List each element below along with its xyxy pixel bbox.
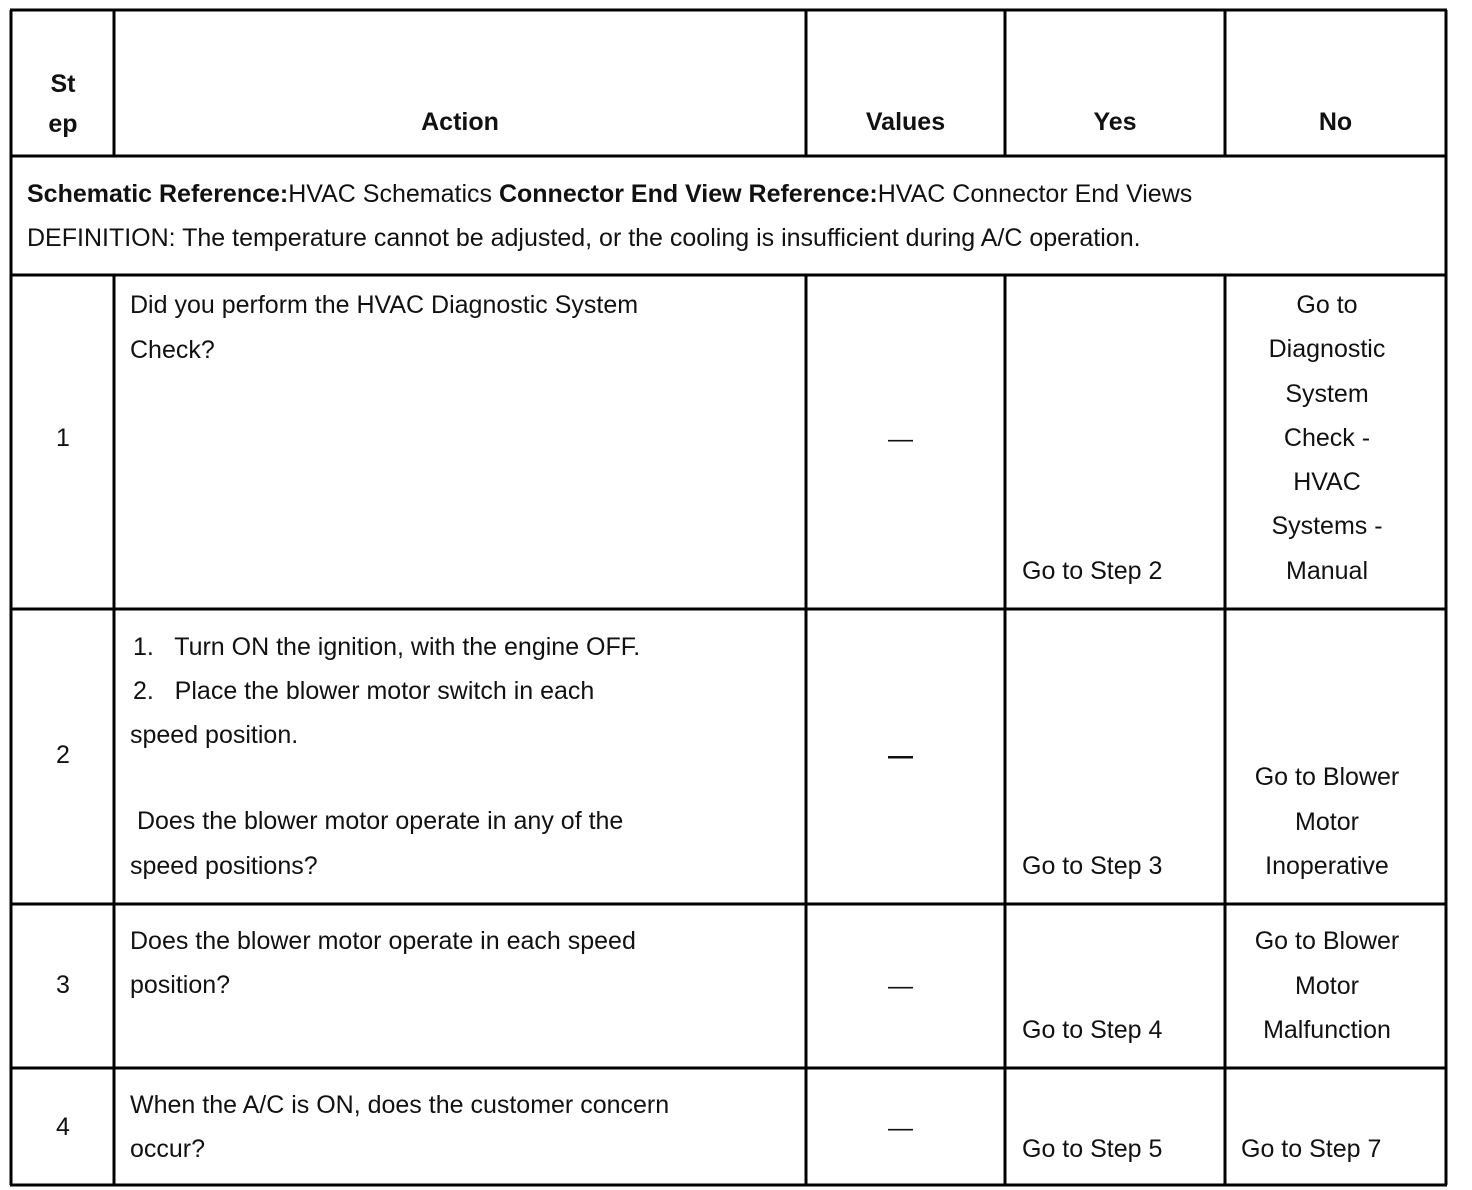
action-line: 2. Place the blower motor switch in each (133, 677, 595, 705)
action-line: Check? (130, 336, 215, 364)
action-line: Does the blower motor operate in any of the (130, 807, 624, 835)
yes-link[interactable]: Go to Step 2 (1022, 557, 1163, 585)
connector-reference-link[interactable]: HVAC Connector End Views (877, 180, 1193, 208)
no-link-line: HVAC (1293, 468, 1361, 497)
yes-link[interactable]: Go to Step 4 (1022, 1016, 1163, 1044)
no-link-line: Go to Blower (1254, 763, 1400, 791)
action-line: speed position. (130, 721, 299, 749)
value-cell: — (888, 1114, 913, 1142)
no-link-line: Manual (1286, 556, 1368, 585)
schematic-reference-label: Schematic Reference: (27, 180, 289, 208)
action-line: Does the blower motor operate in each speed (130, 927, 636, 955)
step-number: 3 (56, 971, 70, 999)
no-link[interactable] (1227, 755, 1427, 889)
no-link-line: Motor (1295, 971, 1359, 1000)
yes-link[interactable]: Go to Step 3 (1022, 852, 1163, 880)
no-link-line: Inoperative (1265, 852, 1389, 880)
action-line: When the A/C is ON, does the customer concern (130, 1091, 670, 1119)
value-cell: — (888, 972, 913, 1000)
no-link[interactable] (1227, 283, 1427, 593)
value-cell: — (888, 742, 913, 770)
no-link-line: Malfunction (1263, 1016, 1391, 1044)
no-link-line: Check - (1283, 423, 1371, 452)
header-values: Values (865, 108, 946, 136)
step-number: 1 (56, 424, 70, 452)
header-no: No (1318, 108, 1353, 136)
header-step: St ep (48, 70, 78, 138)
schematic-reference-link[interactable]: HVAC Schematics (288, 180, 492, 208)
no-link-line: Go to Step 7 (1241, 1135, 1382, 1163)
action-line: Did you perform the HVAC Diagnostic System (130, 291, 639, 319)
definition-text: DEFINITION: The temperature cannot be adjusted, or the cooling is insufficient during A/C operation. (27, 224, 1141, 252)
no-link-line: Motor (1295, 807, 1359, 836)
no-link[interactable] (1227, 919, 1427, 1053)
step-number: 4 (56, 1113, 70, 1141)
no-link-line: Diagnostic (1268, 335, 1386, 364)
yes-link[interactable]: Go to Step 5 (1022, 1135, 1163, 1163)
reference-line (27, 172, 1192, 217)
header-yes: Yes (1093, 108, 1137, 136)
no-link-line: System (1285, 379, 1369, 408)
header-action: Action (421, 108, 499, 136)
action-line: speed positions? (130, 852, 318, 880)
action-line: position? (130, 971, 231, 999)
value-cell: — (888, 425, 913, 453)
no-link-line: Go to Blower (1254, 927, 1400, 955)
action-line: 1. Turn ON the ignition, with the engine OFF. (133, 633, 641, 661)
no-link-line: Systems - (1271, 512, 1383, 541)
no-link[interactable] (1241, 1127, 1381, 1172)
connector-reference-label: Connector End View Reference: (498, 180, 878, 208)
no-link-line: Go to (1296, 291, 1358, 319)
step-number: 2 (56, 741, 70, 769)
action-line: occur? (130, 1135, 206, 1163)
